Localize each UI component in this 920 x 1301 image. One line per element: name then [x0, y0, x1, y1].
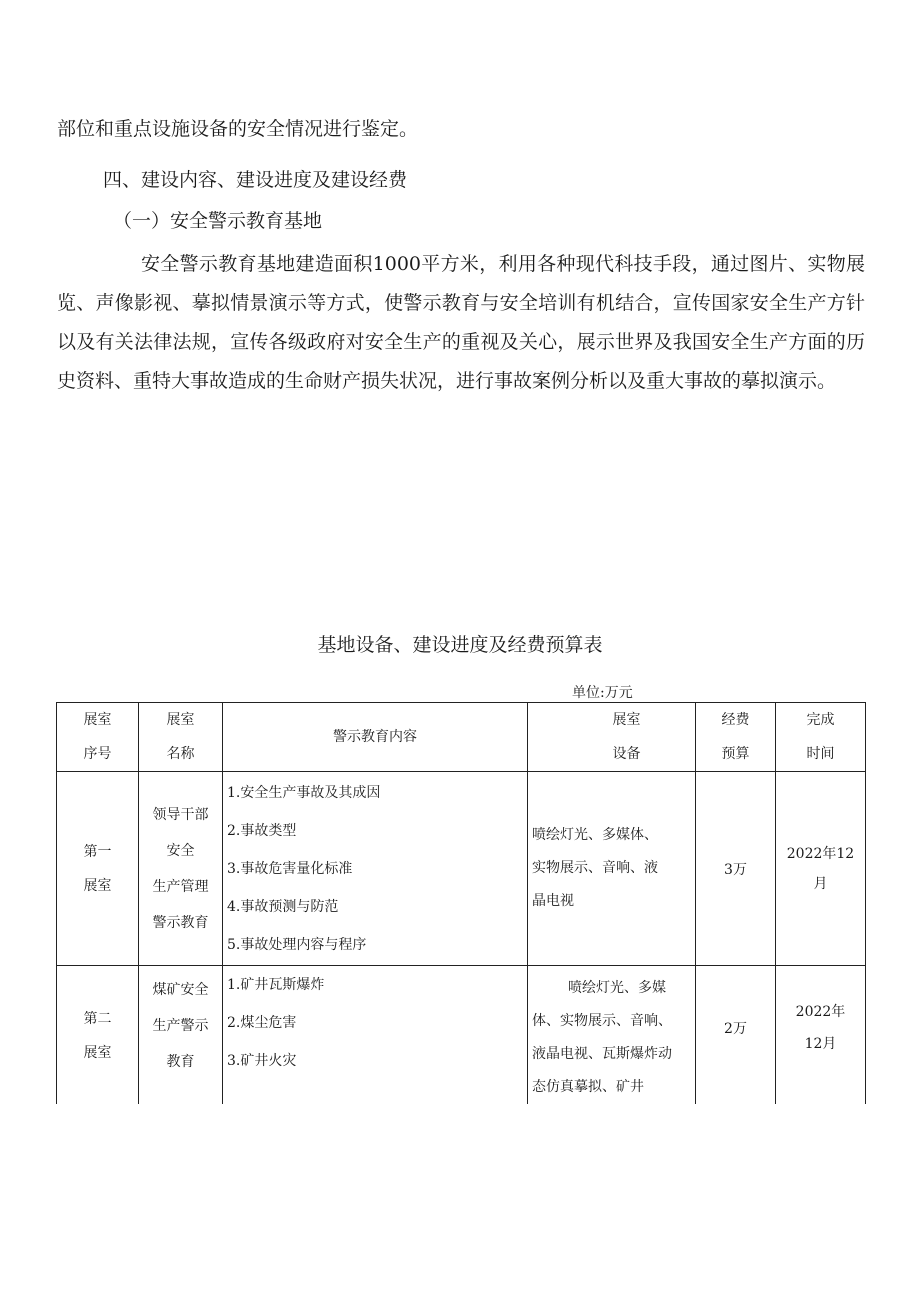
cell-budget: 2万 — [696, 966, 776, 1105]
cell-budget: 3万 — [696, 772, 776, 966]
body-paragraph: 安全警示教育基地建造面积1000平方米，利用各种现代科技手段，通过图片、实物展览、声像影视、摹拟情景演示等方式，使警示教育与安全培训有机结合，宣传国家安全生产方针以及有关法律法规，宣传各级政府对安全生产的重视及关心，展示世界及我国安全生产方面的历史资料、重特大事故造成的生命财产损失状况，进行事故案例分析以及重大事故的摹拟演示。 — [57, 253, 865, 392]
header-equipment: 展室 设备 — [528, 703, 696, 772]
table-unit: 单位:万元 — [572, 685, 633, 701]
cell-time: 2022年12 月 — [776, 772, 866, 966]
header-budget: 经费 预算 — [696, 703, 776, 772]
table-row — [57, 966, 866, 1105]
cell-seq: 第一 展室 — [57, 772, 139, 966]
cell-seq: 第二 展室 — [57, 966, 139, 1105]
cell-content: 1.安全生产事故及其成因 2.事故类型 3.事故危害量化标准 4.事故预测与防范 5.事故处理内容与程序 — [223, 772, 528, 966]
sub-heading: （一）安全警示教育基地 — [113, 210, 323, 232]
table-header-row — [57, 703, 866, 772]
header-name: 展室 名称 — [139, 703, 223, 772]
header-content: 警示教育内容 — [223, 703, 528, 772]
table-title: 基地设备、建设进度及经费预算表 — [317, 634, 603, 656]
cell-name: 领导干部 安全 生产管理 警示教育 — [139, 772, 223, 966]
cell-equipment: 喷绘灯光、多媒体、 实物展示、音响、液 晶电视 — [528, 772, 696, 966]
cell-name: 煤矿安全 生产警示 教育 — [139, 966, 223, 1105]
cell-time: 2022年 12月 — [776, 966, 866, 1105]
paragraph-continuation: 部位和重点设施设备的安全情况进行鉴定。 — [57, 118, 419, 140]
table-row — [57, 772, 866, 966]
budget-table — [56, 702, 866, 1104]
header-seq: 展室 序号 — [57, 703, 139, 772]
cell-content: 1.矿井瓦斯爆炸 2.煤尘危害 3.矿井火灾 — [223, 966, 528, 1105]
cell-equipment: 喷绘灯光、多媒 体、实物展示、音响、 液晶电视、瓦斯爆炸动 态仿真摹拟、矿井 — [528, 966, 696, 1105]
section-heading: 四、建设内容、建设进度及建设经费 — [103, 169, 408, 191]
header-time: 完成 时间 — [776, 703, 866, 772]
